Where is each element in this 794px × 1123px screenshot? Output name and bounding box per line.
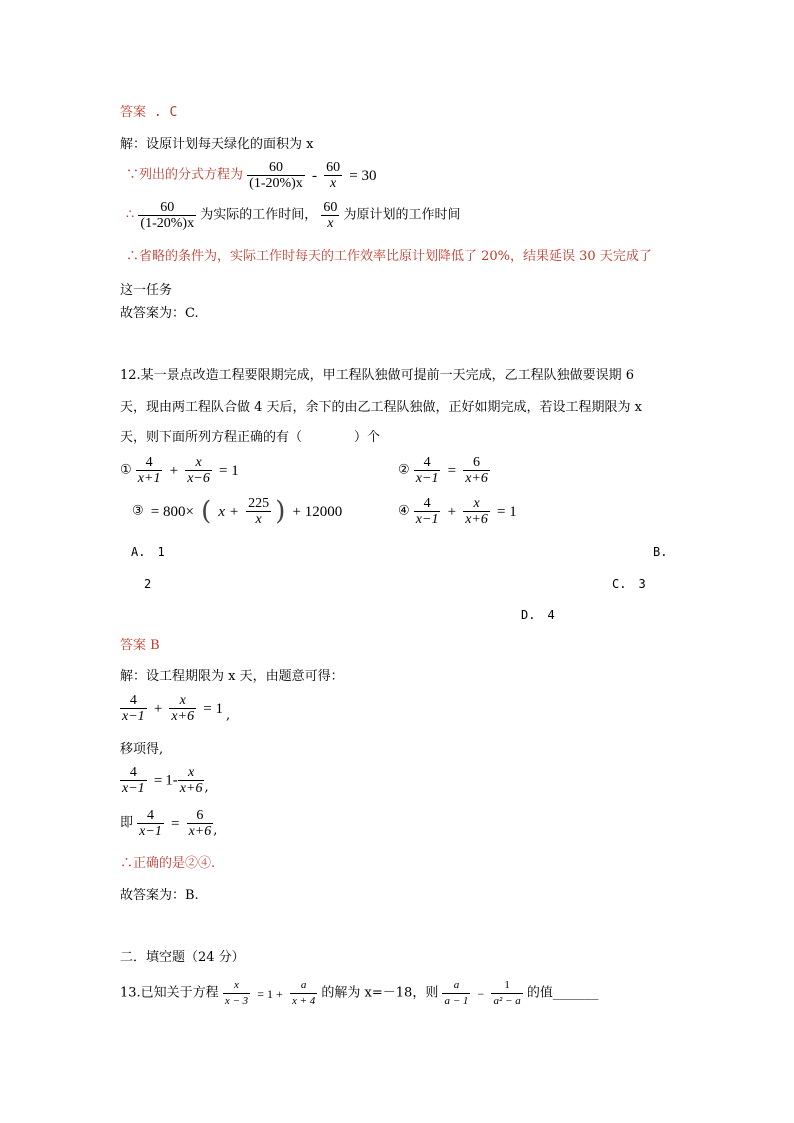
q12-answer [120,638,160,654]
q12-solution-eq-3 [120,808,217,839]
q12-option-2 [398,455,490,486]
comma: , [213,823,218,838]
denominator: x−1 [139,824,162,839]
numerator: 4 [414,455,441,471]
denominator: x+6 [465,471,488,486]
therefore-sign: ∴ [126,207,135,223]
q12-solution-eq-1 [120,693,230,724]
numerator: x [185,455,212,471]
fraction [120,765,147,796]
fraction [442,978,470,1009]
fraction [136,455,163,486]
q11-omitted-condition-cont: 这一任务 [120,283,173,298]
fraction [246,496,271,527]
q11-eq-prefix: ∵列出的分式方程为 [126,167,244,183]
fraction [414,496,441,527]
q12-option-1 [120,455,242,486]
q12-conclusion: 故答案为：B. [120,888,199,903]
rhs: = 1 [203,700,223,717]
denominator: (1-20%)x [249,176,303,191]
q11-actual-time-text: 为实际的工作时间， [200,207,318,223]
choice-b-label: B. [653,545,668,559]
q11-sol-text: 解：设原计划每天绿化的面积为 x [120,137,314,152]
fraction [491,978,522,1009]
q12-correct-statement: ∴正确的是②④. [120,856,216,871]
denominator: a − 1 [444,995,469,1007]
q11-actual-time-fraction [138,200,196,231]
choice-a: A. 1 [131,545,165,559]
denominator: x [327,216,334,231]
q12-move-terms: 移项得, [120,742,164,757]
numerator: 60 [326,160,341,175]
rhs: = 30 [349,167,377,184]
fraction [463,496,490,527]
minus-sign: − [477,986,485,1001]
denominator: x+6 [171,709,195,724]
numerator: a [442,978,470,994]
equals-sign: = [447,462,457,479]
expr-part: + 12000 [292,503,343,520]
numerator: 6 [463,455,490,471]
option-marker: ② [398,462,410,478]
option-marker: ③ [132,503,144,519]
numerator: 4 [136,455,163,471]
answer-text: 答案 B [120,638,160,653]
numerator: 4 [414,496,441,512]
numerator: 4 [137,808,164,824]
option-marker: ④ [398,503,410,519]
ji-word: 即 [120,815,134,831]
denominator: x−1 [415,512,439,527]
denominator: x [329,176,337,191]
fraction [178,765,205,796]
fraction [463,455,490,486]
denominator: x+6 [188,824,212,839]
numerator: x [463,496,490,512]
q11-eq-fraction-2 [324,160,342,191]
denominator: a² − a [493,995,521,1007]
numerator: a [290,978,317,994]
denominator: x+1 [137,471,161,486]
numerator: 4 [120,693,147,709]
plus-sign: + [447,503,457,520]
numerator: x [223,978,250,994]
denominator: x − 3 [224,995,249,1007]
denominator: x [255,512,262,527]
rhs: = 1 [497,503,517,520]
q12-solution-intro: 解：设工程期限为 x 天，由题意可得： [120,669,344,684]
equals-sign: = [153,772,163,789]
rhs: = 1 [219,462,239,479]
q13-mid: 的解为 x=－18，则 [321,985,439,1001]
fraction [137,808,164,839]
q13-prefix: 13.已知关于方程 [120,985,219,1001]
numerator: 60 [323,200,338,215]
left-paren: ( [201,496,212,527]
fraction [187,808,214,839]
minus-sign: - [311,167,317,184]
numerator: 225 [248,496,270,511]
numerator: x [178,765,205,781]
choice-b-value: 2 [144,577,152,591]
fraction [414,455,441,486]
numerator: x [169,693,196,709]
q12-stem-line-1: 12.某一景点改造工程要限期完成，甲工程队独做可提前一天完成，乙工程队独做要误期 6 [120,368,635,383]
plus-sign: + [153,700,163,717]
choice-c: C. 3 [612,577,646,591]
option-marker: ① [120,462,132,478]
denominator: x−6 [187,471,210,486]
fraction [290,978,317,1009]
fraction [120,693,147,724]
numerator: 4 [120,765,147,781]
q12-option-3 [132,496,345,527]
numerator: 1 [491,978,522,994]
q11-planned-time-text: 为原计划的工作时间 [343,207,461,223]
section-2-title: 二．填空题（24 分） [120,950,245,965]
expr-part: = 800× [150,503,194,520]
denominator: x+6 [465,512,488,527]
choice-d: D. 4 [521,608,555,622]
equals-sign: = [170,815,180,832]
denominator: x−1 [122,781,145,796]
fraction [223,978,250,1009]
q12-solution-eq-2 [120,765,209,796]
plus-sign: + [169,462,179,479]
q11-solution-intro [120,137,313,153]
q12-option-4 [398,496,520,527]
denominator: x−1 [415,471,439,486]
q11-eq-fraction-1 [247,160,305,191]
numerator: 60 [247,160,305,176]
q13-suffix: 的值_______ [526,985,599,1001]
q11-planned-time-fraction [321,200,339,231]
q11-answer: 答案 . C [120,105,178,120]
expr-part: x + [218,503,239,520]
denominator: x + 4 [291,995,316,1007]
right-paren: ) [275,496,286,527]
denominator: x+6 [179,781,203,796]
q13-stem [120,978,598,1009]
numerator: 6 [187,808,214,824]
one-minus: 1- [165,772,178,789]
q12-stem-line-2: 天，现由两工程队合做 4 天后，余下的由乙工程队独做，正好如期完成，若设工程期限为 x [120,400,643,415]
q11-conclusion: 故答案为：C. [120,306,199,321]
numerator: 60 [138,200,196,216]
q11-omitted-condition: ∴省略的条件为，实际工作时每天的工作效率比原计划降低了 20%，结果延误 30 天完成了 [126,249,652,264]
comma: , [204,780,209,795]
comma: , [225,708,231,723]
fraction [185,455,212,486]
q11-equation-line [126,160,379,191]
q12-stem-line-3: 天，则下面所列方程正确的有（ ）个 [120,430,381,445]
denominator: (1-20%)x [140,216,195,231]
denominator: x−1 [122,709,145,724]
expr-part: = 1 + [257,986,283,1001]
fraction [169,693,196,724]
q11-therefore-line [126,200,461,231]
